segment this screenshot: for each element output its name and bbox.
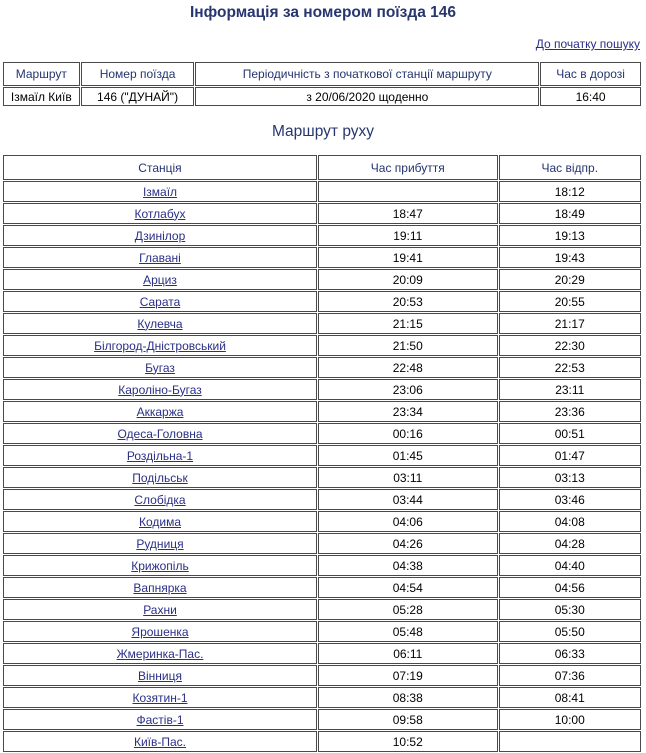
route-row [3, 467, 641, 488]
periodicity-value: з 20/06/2020 щоденно [195, 87, 539, 106]
departure-cell: 22:30 [499, 335, 641, 356]
station-link[interactable]: Арциз [143, 272, 177, 287]
departure-cell: 06:33 [499, 643, 641, 664]
arrival-cell: 03:44 [318, 489, 498, 510]
header-arrival: Час прибуття [318, 155, 498, 180]
departure-cell: 04:08 [499, 511, 641, 532]
station-cell [3, 401, 317, 422]
station-cell [3, 555, 317, 576]
station-link[interactable]: Фастів-1 [136, 712, 184, 727]
train-info-row [3, 87, 641, 106]
departure-cell: 20:55 [499, 291, 641, 312]
station-cell [3, 181, 317, 202]
departure-cell: 19:13 [499, 225, 641, 246]
route-row [3, 621, 641, 642]
arrival-cell: 06:11 [318, 643, 498, 664]
station-link[interactable]: Котлабух [134, 206, 186, 221]
station-link[interactable]: Бугаз [145, 360, 175, 375]
station-link[interactable]: Сарата [139, 294, 181, 309]
travel-time-value: 16:40 [540, 87, 641, 106]
station-cell [3, 687, 317, 708]
route-row [3, 291, 641, 312]
station-cell [3, 489, 317, 510]
train-info-table [2, 61, 642, 107]
departure-cell: 00:51 [499, 423, 641, 444]
station-link[interactable]: Рудниця [136, 536, 184, 551]
station-link[interactable]: Подільськ [132, 470, 188, 485]
station-cell [3, 313, 317, 334]
route-header-row [3, 155, 641, 180]
arrival-cell: 10:52 [318, 731, 498, 752]
arrival-cell: 07:19 [318, 665, 498, 686]
departure-cell: 19:43 [499, 247, 641, 268]
route-row [3, 445, 641, 466]
departure-cell: 18:12 [499, 181, 641, 202]
route-value: Ізмаїл Київ [3, 87, 80, 106]
departure-cell: 05:50 [499, 621, 641, 642]
arrival-cell: 23:06 [318, 379, 498, 400]
route-row [3, 489, 641, 510]
station-cell [3, 533, 317, 554]
departure-cell: 07:36 [499, 665, 641, 686]
arrival-cell: 18:47 [318, 203, 498, 224]
arrival-cell: 20:09 [318, 269, 498, 290]
departure-cell: 04:40 [499, 555, 641, 576]
station-link[interactable]: Роздільна-1 [126, 448, 194, 463]
departure-cell: 03:13 [499, 467, 641, 488]
station-cell [3, 665, 317, 686]
arrival-cell: 05:48 [318, 621, 498, 642]
arrival-cell: 04:38 [318, 555, 498, 576]
departure-cell: 10:00 [499, 709, 641, 730]
arrival-cell: 00:16 [318, 423, 498, 444]
station-link[interactable]: Ярошенка [131, 624, 189, 639]
page-title: Інформація за номером поїзда 146 [190, 4, 456, 21]
route-row [3, 181, 641, 202]
arrival-cell: 19:41 [318, 247, 498, 268]
station-link[interactable]: Козятин-1 [132, 690, 188, 705]
station-link[interactable]: Главані [139, 250, 181, 265]
train-number-value: 146 ("ДУНАЙ") [81, 87, 195, 106]
header-periodicity: Періодичність з початкової станції маршруту [195, 62, 539, 86]
route-row [3, 203, 641, 224]
station-link[interactable]: Рахни [143, 602, 177, 617]
station-link[interactable]: Крижопіль [131, 558, 189, 573]
arrival-cell: 20:53 [318, 291, 498, 312]
arrival-cell: 05:28 [318, 599, 498, 620]
station-cell [3, 357, 317, 378]
header-route: Маршрут [3, 62, 80, 86]
arrival-cell: 03:11 [318, 467, 498, 488]
route-row [3, 225, 641, 246]
route-row [3, 665, 641, 686]
departure-cell: 21:17 [499, 313, 641, 334]
arrival-cell: 22:48 [318, 357, 498, 378]
departure-cell: 23:11 [499, 379, 641, 400]
route-row [3, 313, 641, 334]
route-row [3, 423, 641, 444]
station-cell [3, 467, 317, 488]
station-cell [3, 445, 317, 466]
station-link[interactable]: Кодима [138, 514, 181, 529]
station-link[interactable]: Вапнярка [133, 580, 187, 595]
departure-cell: 04:28 [499, 533, 641, 554]
train-info-header-row [3, 62, 641, 86]
departure-cell: 18:49 [499, 203, 641, 224]
arrival-cell: 23:34 [318, 401, 498, 422]
station-cell [3, 643, 317, 664]
arrival-cell: 21:50 [318, 335, 498, 356]
header-station: Станція [3, 155, 317, 180]
station-link[interactable]: Київ-Пас. [133, 734, 186, 749]
station-cell [3, 269, 317, 290]
back-to-search-link[interactable]: До початку пошуку [535, 37, 640, 51]
station-link[interactable]: Дзинілор [134, 228, 186, 243]
route-title: Маршрут руху [271, 123, 375, 140]
station-link[interactable]: Білгород-Дністровський [94, 338, 226, 353]
arrival-cell: 21:15 [318, 313, 498, 334]
station-link[interactable]: Одеса-Головна [117, 426, 203, 441]
departure-cell: 08:41 [499, 687, 641, 708]
arrival-cell: 01:45 [318, 445, 498, 466]
station-cell [3, 731, 317, 752]
station-link[interactable]: Аккаржа [136, 404, 184, 419]
route-row [3, 577, 641, 598]
route-row [3, 335, 641, 356]
station-link[interactable]: Жмеринка-Пас. [116, 646, 204, 661]
header-departure: Час відпр. [499, 155, 641, 180]
station-cell [3, 511, 317, 532]
station-cell [3, 203, 317, 224]
departure-cell: 20:29 [499, 269, 641, 290]
station-link[interactable]: Кароліно-Бугаз [118, 382, 202, 397]
station-cell [3, 225, 317, 246]
route-row [3, 511, 641, 532]
route-row [3, 731, 641, 752]
header-train-number: Номер поїзда [81, 62, 195, 86]
arrival-cell: 19:11 [318, 225, 498, 246]
station-link[interactable]: Вінниця [137, 668, 182, 683]
arrival-cell: 04:54 [318, 577, 498, 598]
station-cell [3, 335, 317, 356]
route-row [3, 247, 641, 268]
departure-cell: 22:53 [499, 357, 641, 378]
arrival-cell: 04:26 [318, 533, 498, 554]
route-row [3, 643, 641, 664]
route-row [3, 709, 641, 730]
station-link[interactable]: Кулевча [137, 316, 183, 331]
route-row [3, 599, 641, 620]
departure-cell: 23:36 [499, 401, 641, 422]
arrival-cell: 04:06 [318, 511, 498, 532]
route-table [2, 154, 642, 753]
station-cell [3, 379, 317, 400]
station-cell [3, 709, 317, 730]
arrival-cell: 09:58 [318, 709, 498, 730]
station-cell [3, 621, 317, 642]
station-link[interactable]: Слобідка [134, 492, 186, 507]
departure-cell: 05:30 [499, 599, 641, 620]
route-row [3, 379, 641, 400]
route-row [3, 555, 641, 576]
route-row [3, 269, 641, 290]
route-row [3, 357, 641, 378]
departure-cell [499, 731, 641, 752]
station-cell [3, 423, 317, 444]
station-cell [3, 247, 317, 268]
station-cell [3, 577, 317, 598]
route-row [3, 533, 641, 554]
departure-cell: 01:47 [499, 445, 641, 466]
route-row [3, 687, 641, 708]
arrival-cell [318, 181, 498, 202]
station-cell [3, 599, 317, 620]
departure-cell: 03:46 [499, 489, 641, 510]
station-cell [3, 291, 317, 312]
header-travel-time: Час в дорозі [540, 62, 641, 86]
departure-cell: 04:56 [499, 577, 641, 598]
station-link[interactable]: Ізмаїл [142, 184, 178, 199]
route-row [3, 401, 641, 422]
arrival-cell: 08:38 [318, 687, 498, 708]
